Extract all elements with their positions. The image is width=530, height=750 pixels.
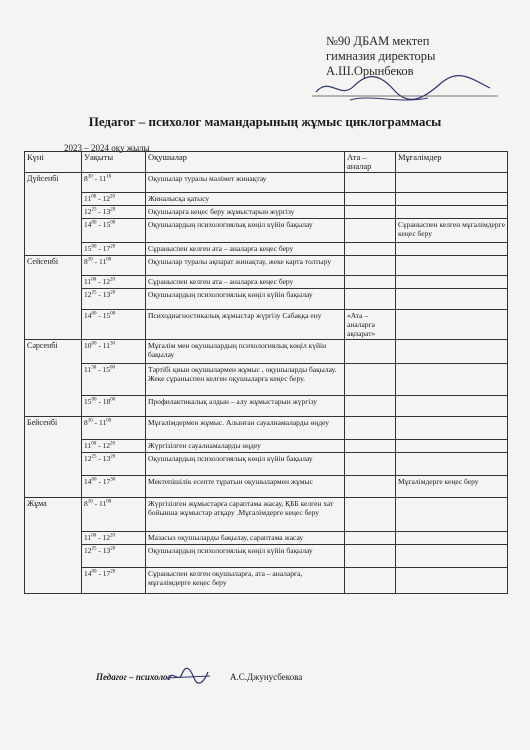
time-hour: 15 (102, 365, 110, 374)
header-day: Күні (25, 152, 82, 173)
time-cell: $15^{00} - 18^{00}$ (82, 396, 146, 417)
teachers-cell (396, 193, 508, 206)
time-minute: 00 (91, 533, 97, 539)
parents-cell (345, 243, 396, 256)
time-minute: 25 (91, 454, 97, 460)
teachers-cell (396, 256, 508, 276)
psychologist-signature (164, 666, 212, 686)
footer-name: А.С.Джунусбекова (230, 672, 303, 682)
time-minute: 00 (109, 365, 115, 371)
parents-cell (345, 193, 396, 206)
schedule-row (25, 498, 508, 532)
students-cell: Мектепішілік есепте тұратын оқушылармен жұмыс (146, 476, 345, 498)
academic-year: 2023 – 2024 оқу жылы (64, 143, 150, 153)
students-cell: Сұраныспен келген оқушыларға, ата – аналарға, мұғалімдерге кеңес беру (146, 568, 345, 594)
time-minute: 30 (109, 341, 115, 347)
teachers-cell (396, 396, 508, 417)
teachers-cell (396, 417, 508, 440)
time-minute: 30 (87, 418, 93, 424)
time-minute: 00 (106, 418, 112, 424)
schedule-table (24, 151, 508, 594)
students-cell: Оқушылар туралы мәлімет жинақтау (146, 173, 345, 193)
teachers-cell (396, 340, 508, 364)
header-teachers: Мұғалімдер (396, 152, 508, 173)
time-minute: 20 (109, 441, 115, 447)
time-minute: 00 (91, 194, 97, 200)
schedule-row (25, 532, 508, 545)
parents-cell (345, 440, 396, 453)
teachers-cell (396, 173, 508, 193)
time-hour: 11 (99, 174, 107, 183)
header-students: Оқушылар (146, 152, 345, 173)
time-hour: 13 (102, 290, 111, 299)
time-cell: $11^{00} - 12^{20}$ (82, 193, 146, 206)
day-cell: Сәрсенбі (25, 340, 82, 417)
time-minute: 00 (91, 341, 97, 347)
time-cell: $11^{00} - 12^{20}$ (82, 532, 146, 545)
time-hour: 8 (84, 174, 88, 183)
time-cell: $10^{00} - 11^{30}$ (82, 340, 146, 364)
footer-role: Педагог – психолог (96, 672, 171, 682)
time-minute: 25 (91, 546, 97, 552)
time-minute: 20 (109, 277, 115, 283)
time-hour: 8 (84, 257, 88, 266)
students-cell: Жиналысқа қатысу (146, 193, 345, 206)
time-hour: 12 (84, 207, 92, 216)
time-hour: 15 (84, 397, 92, 406)
time-hour: 8 (84, 499, 88, 508)
students-cell: Профилактикалық алдын – алу жұмыстарын жүргізу (146, 396, 345, 417)
time-cell: $12^{25} - 13^{20}$ (82, 206, 146, 219)
parents-cell (345, 532, 396, 545)
schedule-row (25, 396, 508, 417)
students-cell: Жүргізілген жұмыстарға сараптама жасау, ҚББ келген хат бойынша жұмыстар атқару .Мұғалімдерге кеңес беру (146, 498, 345, 532)
students-cell: Оқушылардың психологиялық көңіл күйін бақылау (146, 219, 345, 243)
time-hour: 11 (99, 418, 107, 427)
time-cell: $11^{00} - 12^{20}$ (82, 440, 146, 453)
teachers-cell (396, 532, 508, 545)
students-cell: Оқушылардың психологиялық көңіл күйін бақылау (146, 289, 345, 310)
time-cell: $12^{25} - 13^{20}$ (82, 545, 146, 568)
time-hour: 17 (102, 569, 111, 578)
time-hour: 14 (84, 311, 92, 320)
parents-cell (345, 453, 396, 476)
students-cell: Мұғалім мен оқушылардың психологиялық көңіл күйін бақылау (146, 340, 345, 364)
time-minute: 00 (91, 311, 97, 317)
schedule-row (25, 173, 508, 193)
time-minute: 00 (91, 397, 97, 403)
students-cell: Оқушылардың психологиялық көңіл күйін бақылау (146, 453, 345, 476)
schedule-row (25, 545, 508, 568)
time-hour: 12 (102, 277, 110, 286)
time-hour: 13 (102, 454, 111, 463)
schedule-row (25, 440, 508, 453)
teachers-cell (396, 568, 508, 594)
students-cell: Оқушыларға кеңес беру жұмыстарын жүргізу (146, 206, 345, 219)
time-minute: 00 (91, 569, 97, 575)
time-minute: 00 (106, 499, 112, 505)
students-cell: Мұғалімдермен жұмыс. Алынған сауалнамаларды өңдеу (146, 417, 345, 440)
schedule-row (25, 276, 508, 289)
header-parents: Ата – аналар (345, 152, 396, 173)
teachers-cell (396, 206, 508, 219)
time-hour: 13 (102, 207, 111, 216)
students-cell: Сұраныспен келген ата – аналарға кеңес беру (146, 243, 345, 256)
time-cell: $14^{00} - 15^{00}$ (82, 310, 146, 340)
document-title: Педагог – психолог мамандарының жұмыс циклограммасы (88, 114, 442, 129)
schedule-row (25, 193, 508, 206)
schedule-row (25, 206, 508, 219)
schedule-row (25, 568, 508, 594)
time-hour: 12 (102, 194, 110, 203)
parents-cell (345, 340, 396, 364)
time-hour: 17 (102, 477, 111, 486)
footer (96, 672, 303, 682)
time-cell: $11^{30} - 15^{00}$ (82, 364, 146, 396)
time-hour: 12 (84, 546, 92, 555)
teachers-cell: Мұғалімдерге кеңес беру (396, 476, 508, 498)
students-cell: Сұраныспен келген ата – аналарға кеңес беру (146, 276, 345, 289)
schedule-body (25, 173, 508, 594)
time-minute: 20 (110, 569, 116, 575)
parents-cell (345, 219, 396, 243)
time-minute: 30 (87, 257, 93, 263)
day-cell: Сейсенбі (25, 256, 82, 340)
schedule-row (25, 219, 508, 243)
time-minute: 30 (87, 174, 93, 180)
time-hour: 11 (99, 499, 107, 508)
time-minute: 00 (91, 277, 97, 283)
teachers-cell (396, 310, 508, 340)
teachers-cell (396, 243, 508, 256)
teachers-cell: Сұраныспен келген мұғалімдерге кеңес беру (396, 219, 508, 243)
students-cell: Психодиагностикалық жұмыстар жүргізу Сабаққа ену (146, 310, 345, 340)
time-minute: 00 (91, 220, 97, 226)
day-cell: Бейсенбі (25, 417, 82, 498)
time-hour: 17 (102, 244, 111, 253)
approval-line-1: №90 ДБАМ мектеп (326, 34, 430, 48)
time-hour: 11 (102, 341, 110, 350)
time-hour: 11 (84, 277, 92, 286)
schedule-row (25, 417, 508, 440)
schedule-row (25, 453, 508, 476)
time-cell: $15^{00} - 17^{20}$ (82, 243, 146, 256)
parents-cell (345, 276, 396, 289)
teachers-cell (396, 364, 508, 396)
time-cell: $8^{30} - 11^{00}$ (82, 498, 146, 532)
parents-cell (345, 206, 396, 219)
parents-cell (345, 396, 396, 417)
schedule-row (25, 243, 508, 256)
day-cell: Дүйсенбі (25, 173, 82, 256)
parents-cell (345, 364, 396, 396)
time-cell: $14^{00} - 17^{30}$ (82, 476, 146, 498)
time-hour: 12 (102, 533, 110, 542)
time-hour: 10 (84, 341, 92, 350)
parents-cell (345, 568, 396, 594)
time-cell: $8^{30} - 11^{00}$ (82, 417, 146, 440)
time-minute: 20 (110, 290, 116, 296)
time-minute: 00 (110, 397, 116, 403)
teachers-cell (396, 289, 508, 310)
schedule-row (25, 310, 508, 340)
director-signature (310, 70, 500, 110)
time-hour: 11 (84, 441, 92, 450)
parents-cell (345, 498, 396, 532)
students-cell: Оқушылардың психологиялық көңіл күйін бақылау (146, 545, 345, 568)
parents-cell (345, 417, 396, 440)
time-hour: 15 (102, 311, 111, 320)
teachers-cell (396, 440, 508, 453)
day-cell: Жұма (25, 498, 82, 594)
time-cell: $11^{00} - 12^{20}$ (82, 276, 146, 289)
teachers-cell (396, 453, 508, 476)
time-minute: 20 (110, 454, 116, 460)
time-hour: 11 (84, 194, 92, 203)
time-hour: 14 (84, 569, 92, 578)
teachers-cell (396, 498, 508, 532)
teachers-cell (396, 276, 508, 289)
time-minute: 00 (110, 311, 116, 317)
parents-cell (345, 476, 396, 498)
time-hour: 14 (84, 220, 92, 229)
parents-cell (345, 173, 396, 193)
time-hour: 15 (84, 244, 92, 253)
time-minute: 20 (109, 533, 115, 539)
students-cell: Жүргізілген сауалнамаларды өңдеу (146, 440, 345, 453)
approval-line-3: А.Ш.Орынбеков (326, 64, 414, 78)
parents-cell (345, 545, 396, 568)
time-cell: $14^{00} - 15^{00}$ (82, 219, 146, 243)
schedule-row (25, 364, 508, 396)
time-cell: $12^{25} - 13^{20}$ (82, 453, 146, 476)
header-time: Уақыты (82, 152, 146, 173)
time-minute: 30 (91, 365, 97, 371)
schedule-row (25, 289, 508, 310)
time-minute: 20 (110, 207, 116, 213)
parents-cell (345, 256, 396, 276)
time-hour: 12 (84, 454, 92, 463)
time-hour: 11 (99, 257, 107, 266)
teachers-cell (396, 545, 508, 568)
time-cell: $14^{00} - 17^{20}$ (82, 568, 146, 594)
time-minute: 00 (106, 257, 112, 263)
time-minute: 25 (91, 207, 97, 213)
time-minute: 00 (91, 441, 97, 447)
time-hour: 11 (84, 533, 92, 542)
approval-line-2: гимназия директоры (326, 49, 436, 63)
time-minute: 25 (91, 290, 97, 296)
time-hour: 12 (102, 441, 110, 450)
time-cell: $8^{30} - 11^{00}$ (82, 256, 146, 276)
time-minute: 00 (91, 477, 97, 483)
time-hour: 12 (84, 290, 92, 299)
schedule-row (25, 476, 508, 498)
schedule-row (25, 256, 508, 276)
time-minute: 30 (87, 499, 93, 505)
time-hour: 13 (102, 546, 111, 555)
time-hour: 18 (102, 397, 111, 406)
time-minute: 30 (110, 477, 116, 483)
students-cell: Оқушылар туралы ақпарат жинақтау, жеке карта толтыру (146, 256, 345, 276)
schedule-row (25, 340, 508, 364)
time-minute: 20 (110, 244, 116, 250)
time-minute: 10 (106, 174, 112, 180)
students-cell: Тәртібі қиын оқушылармен жұмыс , оқушыларды бақылау. Жеке сұраныспен келген оқушыларға кеңес беру. (146, 364, 345, 396)
time-cell: $12^{25} - 13^{20}$ (82, 289, 146, 310)
parents-cell: «Ата – аналарға ақпарат» (345, 310, 396, 340)
students-cell: Мазасыз оқушыларды бақылау, сараптама жасау (146, 532, 345, 545)
parents-cell (345, 289, 396, 310)
time-cell: $8^{30} - 11^{10}$ (82, 173, 146, 193)
time-minute: 00 (91, 244, 97, 250)
time-minute: 20 (109, 194, 115, 200)
table-header-row (25, 152, 508, 173)
time-minute: 20 (110, 546, 116, 552)
time-hour: 8 (84, 418, 88, 427)
time-hour: 11 (84, 365, 92, 374)
time-hour: 15 (102, 220, 111, 229)
time-hour: 14 (84, 477, 92, 486)
time-minute: 00 (110, 220, 116, 226)
